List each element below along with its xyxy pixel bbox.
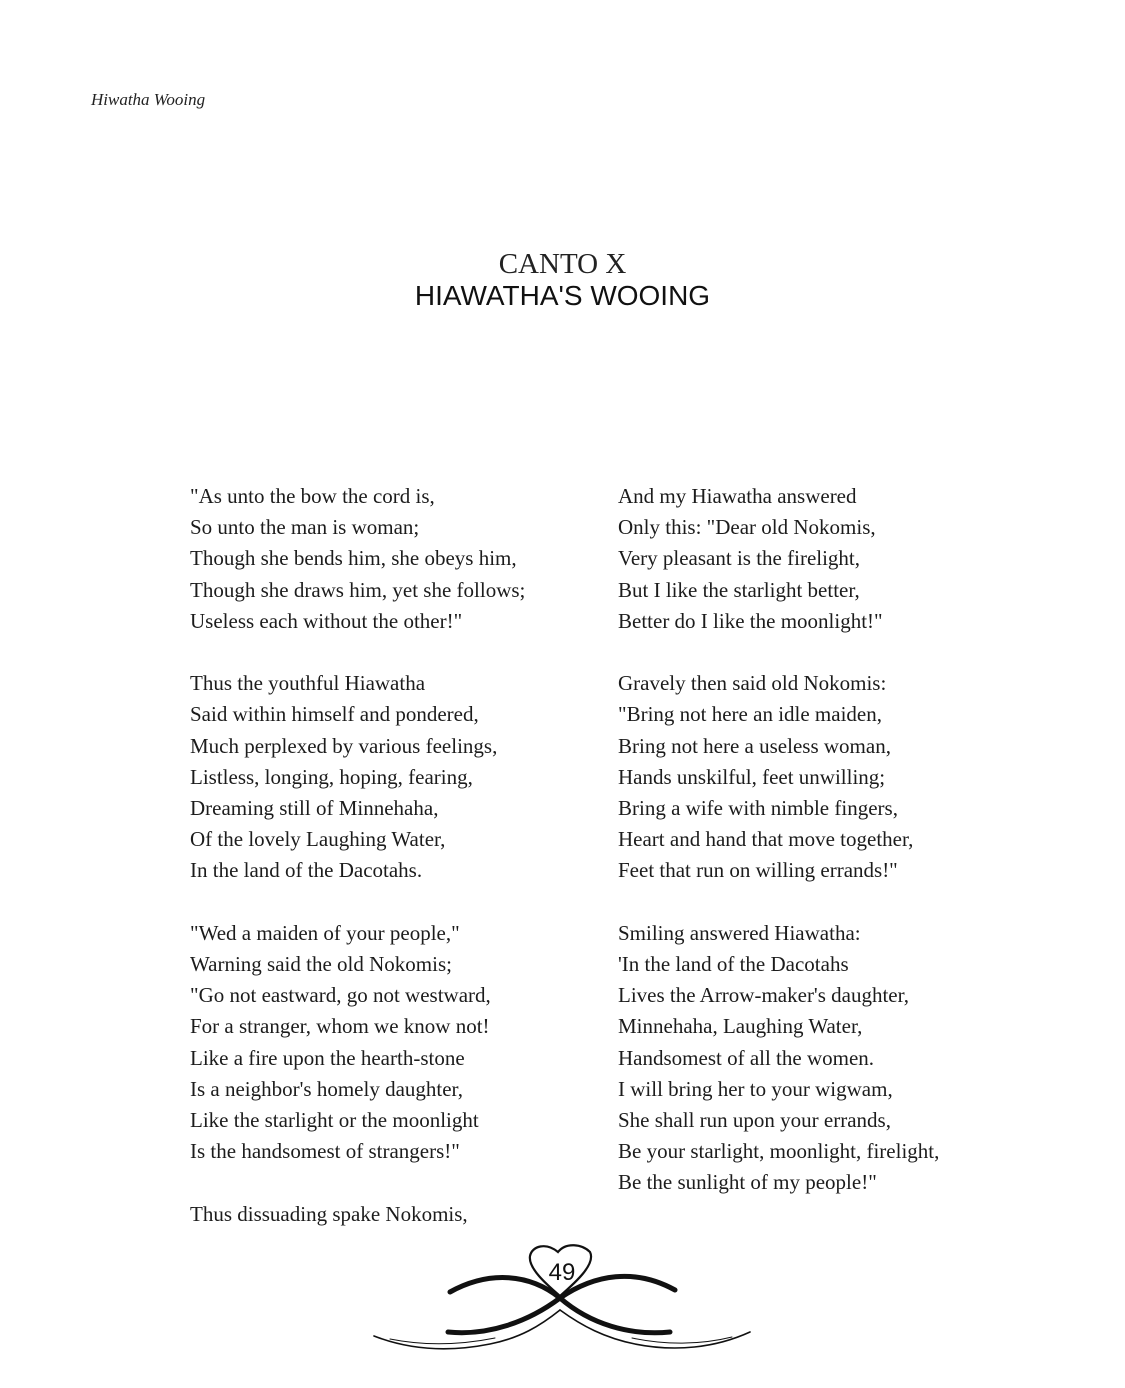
running-header: Hiwatha Wooing xyxy=(91,90,206,109)
poem-line: "Go not eastward, go not westward, xyxy=(190,983,491,1008)
stanza xyxy=(190,918,525,1168)
page-number: 49 xyxy=(548,1259,576,1286)
poem-line: Like the starlight or the moonlight xyxy=(190,1108,479,1133)
poem-line: In the land of the Dacotahs. xyxy=(190,858,423,883)
poem-line: Like a fire upon the hearth-stone xyxy=(190,1045,465,1070)
poem-line: Smiling answered Hiawatha: xyxy=(618,920,861,945)
poem-line: Dreaming still of Minnehaha, xyxy=(190,796,439,821)
poem-line: "Wed a maiden of your people," xyxy=(190,920,460,945)
poem-line: "Bring not here an idle maiden, xyxy=(618,702,882,727)
stanza xyxy=(190,481,525,637)
poem-line: Thus dissuading spake Nokomis, xyxy=(190,1201,468,1226)
stanza xyxy=(618,918,939,1199)
heart-flourish-ornament xyxy=(370,1240,755,1360)
stanza xyxy=(618,481,939,637)
poem-line: She shall run upon your errands, xyxy=(618,1108,891,1133)
canto-title: HIAWATHA'S WOOING xyxy=(414,280,711,311)
poem-line: Thus the youthful Hiawatha xyxy=(190,671,426,696)
poem-line: And my Hiawatha answered xyxy=(618,484,857,508)
poem-line: "As unto the bow the cord is, xyxy=(190,484,435,508)
poem-column-right xyxy=(618,481,939,1230)
poem-line: Said within himself and pondered, xyxy=(190,702,479,727)
poem-line: Minnehaha, Laughing Water, xyxy=(618,1014,863,1039)
poem-line: Though she draws him, yet she follows; xyxy=(190,577,526,602)
poem-line: Is a neighbor's homely daughter, xyxy=(190,1076,463,1101)
poem-line: Only this: "Dear old Nokomis, xyxy=(618,515,876,540)
poem-line: But I like the starlight better, xyxy=(618,577,860,602)
poem-line: Though she bends him, she obeys him, xyxy=(190,546,517,571)
poem-line: Hands unskilful, feet unwilling; xyxy=(618,764,886,789)
poem-line: Bring not here a useless woman, xyxy=(618,733,891,758)
title-block xyxy=(0,248,1125,312)
poem-line: I will bring her to your wigwam, xyxy=(618,1076,893,1101)
stanza xyxy=(190,1199,525,1230)
poem-line: Be the sunlight of my people!" xyxy=(618,1170,877,1195)
poem-line: Useless each without the other!" xyxy=(190,608,463,633)
poem-line: Much perplexed by various feelings, xyxy=(190,733,498,758)
stanza xyxy=(618,668,939,886)
poem-line: So unto the man is woman; xyxy=(190,515,420,540)
poem-line: Bring a wife with nimble fingers, xyxy=(618,796,898,821)
poem-line: Listless, longing, hoping, fearing, xyxy=(190,764,473,789)
poem-line: Is the handsomest of strangers!" xyxy=(190,1139,460,1164)
poem-line: Lives the Arrow-maker's daughter, xyxy=(618,983,910,1008)
poem-line: Handsomest of all the women. xyxy=(618,1045,875,1070)
poem-line: Warning said the old Nokomis; xyxy=(190,952,452,977)
poem-column-left xyxy=(190,481,525,1261)
poem-line: For a stranger, whom we know not! xyxy=(190,1014,490,1039)
poem-line: Gravely then said old Nokomis: xyxy=(618,671,887,696)
poem-line: Better do I like the moonlight!" xyxy=(618,608,883,633)
poem-line: Very pleasant is the firelight, xyxy=(618,546,861,571)
poem-line: Of the lovely Laughing Water, xyxy=(190,827,446,852)
poem-line: Heart and hand that move together, xyxy=(618,827,914,852)
poem-line: Feet that run on willing errands!" xyxy=(618,858,898,883)
canto-number: CANTO X xyxy=(498,248,627,280)
poem-line: 'In the land of the Dacotahs xyxy=(618,952,849,977)
poem-line: Be your starlight, moonlight, firelight, xyxy=(618,1139,940,1164)
stanza xyxy=(190,668,525,886)
